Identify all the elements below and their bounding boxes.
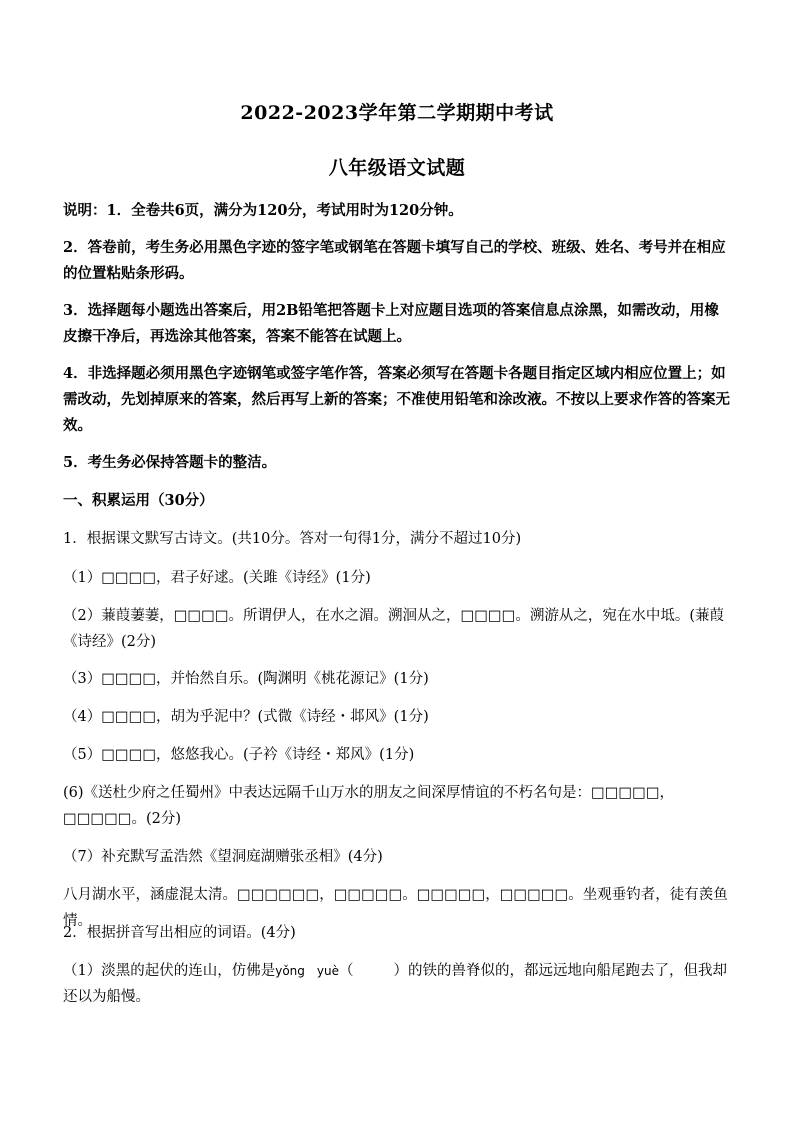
pinyin-hint: yǒng yuè <box>275 964 339 978</box>
question-1-item-1: （1）□□□□，君子好逑。(关雎《诗经》(1分) <box>63 570 371 586</box>
instruction-2: 2．答卷前，考生务必用黑色字迹的签字笔或钢笔在答题卡填写自己的学校、班级、姓名、考号并在相应的位置粘贴条形码。 <box>63 239 726 282</box>
exam-title: 2022-2023学年第二学期期中考试 <box>240 102 554 124</box>
q2-item1-after: 的铁的兽脊似的，都远远地向船尾跑去了，但我却还以为船慢。 <box>63 963 727 1005</box>
exam-subtitle: 八年级语文试题 <box>328 157 466 179</box>
question-1-item-5: （5）□□□□，悠悠我心。(子衿《诗经・郑风》(1分) <box>63 747 415 763</box>
question-1-item-7: （7）补充默写孟浩然《望洞庭湖赠张丞相》(4分) <box>63 849 383 865</box>
paren-open: （ <box>339 963 354 979</box>
question-1-item-2: （2）蒹葭萋萋，□□□□。所谓伊人，在水之湄。溯洄从之，□□□□。溯游从之，宛在水中坻。(蒹葭《诗经》(2分) <box>63 608 724 650</box>
section-heading: 一、积累运用（30分） <box>63 492 214 509</box>
question-2-stem: 2．根据拼音写出相应的词语。(4分) <box>63 925 296 941</box>
instruction-1: 说明：1．全卷共6页，满分为120分，考试用时为120分钟。 <box>63 202 463 219</box>
instruction-5: 5．考生务必保持答题卡的整洁。 <box>63 454 277 471</box>
question-2-item-1 <box>63 958 733 1010</box>
instruction-3: 3．选择题每小题选出答案后，用2B铅笔把答题卡上对应题目选项的答案信息点涂黑，如需改动，用橡皮擦干净后，再选涂其他答案，答案不能答在试题上。 <box>63 302 719 345</box>
question-1-stem: 1．根据课文默写古诗文。(共10分。答对一句得1分，满分不超过10分) <box>63 531 522 547</box>
paren-close: ） <box>393 963 408 979</box>
question-1-item-6: (6)《送杜少府之任蜀州》中表达远隔千山万水的朋友之间深厚情谊的不朽名句是：□□□□□，□□□□□。(2分) <box>63 785 675 827</box>
q2-item1-before: （1）淡黑的起伏的连山，仿佛是 <box>63 963 276 979</box>
question-1-item-4: （4）□□□□，胡为乎泥中？(式微《诗经・邶风》(1分) <box>63 709 429 725</box>
question-1-item-3: （3）□□□□，并怡然自乐。(陶渊明《桃花源记》(1分) <box>63 671 429 687</box>
question-1-item-7-text: 八月湖水平，涵虚混太清。□□□□□□，□□□□□。□□□□□，□□□□□。坐观垂钓者，徒有羡鱼情。 <box>63 887 728 929</box>
instruction-4: 4．非选择题必须用黑色字迹钢笔或签字笔作答，答案必须写在答题卡各题目指定区域内相应位置上；如需改动，先划掉原来的答案，然后再写上新的答案；不准使用铅笔和涂改液。不按以上要求作答的答案无效。 <box>63 365 730 434</box>
